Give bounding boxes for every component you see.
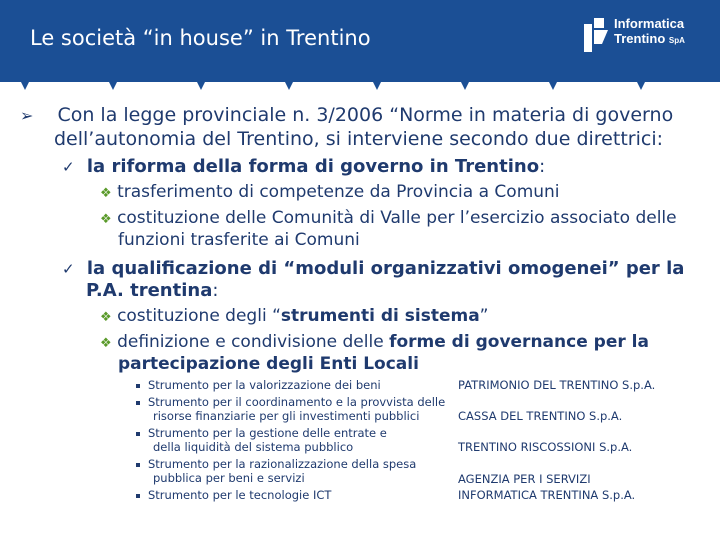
instrument-5: Strumento per le tecnologie ICT: [136, 488, 331, 502]
arrow-bullet-icon: ➢: [20, 106, 34, 125]
logo-line1: Informatica: [614, 16, 685, 31]
square-bullet-icon: [136, 463, 140, 467]
instrument-1: Strumento per la valorizzazione dei beni: [136, 378, 381, 392]
square-bullet-icon: [136, 494, 140, 498]
company-4-cont: INFORMATICA TRENTINA S.p.A.: [458, 488, 636, 502]
instrument-3-cont: della liquidità del sistema pubblico: [153, 440, 354, 454]
d2-item-2-cont: partecipazione degli Enti Locali: [118, 354, 419, 374]
company-4: AGENZIA PER I SERVIZI: [458, 472, 591, 486]
d2-item-1: ❖ costituzione degli “strumenti di sistema”: [100, 306, 489, 326]
instrument-4-cont: pubblica per beni e servizi: [153, 471, 305, 485]
square-bullet-icon: [136, 432, 140, 436]
logo-suffix: SpA: [668, 36, 685, 45]
main-bullet-line2: dell’autonomia del Trentino, si interviene secondo due direttrici:: [54, 128, 663, 150]
informatica-trentino-logo: [582, 14, 702, 54]
checkmark-icon: ✓: [62, 260, 75, 278]
header-ticks: [0, 80, 720, 96]
directive-1: ✓ la riforma della forma di governo in Trentino:: [62, 156, 546, 177]
d2-item-2: ❖ definizione e condivisione delle forme di governance per la: [100, 332, 649, 352]
directive-2: ✓ la qualificazione di “moduli organizzativi omogenei” per la: [62, 258, 685, 279]
d1-item-2-cont: funzioni trasferite ai Comuni: [118, 230, 360, 250]
slide-title: Le società “in house” in Trentino: [30, 26, 371, 50]
logo-mark-icon: [582, 14, 612, 52]
company-2: CASSA DEL TRENTINO S.p.A.: [458, 409, 623, 423]
diamond-bullet-icon: ❖: [100, 186, 112, 201]
diamond-bullet-icon: ❖: [100, 212, 112, 227]
checkmark-icon: ✓: [62, 158, 75, 176]
directive-2-cont: P.A. trentina:: [86, 280, 219, 301]
diamond-bullet-icon: ❖: [100, 310, 112, 325]
logo-line2: Trentino: [614, 31, 666, 46]
main-bullet: ➢ Con la legge provinciale n. 3/2006 “Norme in materia di governo: [20, 104, 674, 126]
square-bullet-icon: [136, 401, 140, 405]
slide-header: [0, 0, 720, 80]
instrument-3: Strumento per la gestione delle entrate e: [136, 426, 387, 440]
company-1: PATRIMONIO DEL TRENTINO S.p.A.: [458, 378, 656, 392]
d1-item-2: ❖ costituzione delle Comunità di Valle per l’esercizio associato delle: [100, 208, 677, 228]
diamond-bullet-icon: ❖: [100, 336, 112, 351]
instrument-2: Strumento per il coordinamento e la provvista delle: [136, 395, 445, 409]
company-3: TRENTINO RISCOSSIONI S.p.A.: [458, 440, 633, 454]
instrument-4: Strumento per la razionalizzazione della spesa: [136, 457, 416, 471]
d1-item-1: ❖ trasferimento di competenze da Provincia a Comuni: [100, 182, 560, 202]
instrument-2-cont: risorse finanziarie per gli investimenti pubblici: [153, 409, 420, 423]
square-bullet-icon: [136, 384, 140, 388]
